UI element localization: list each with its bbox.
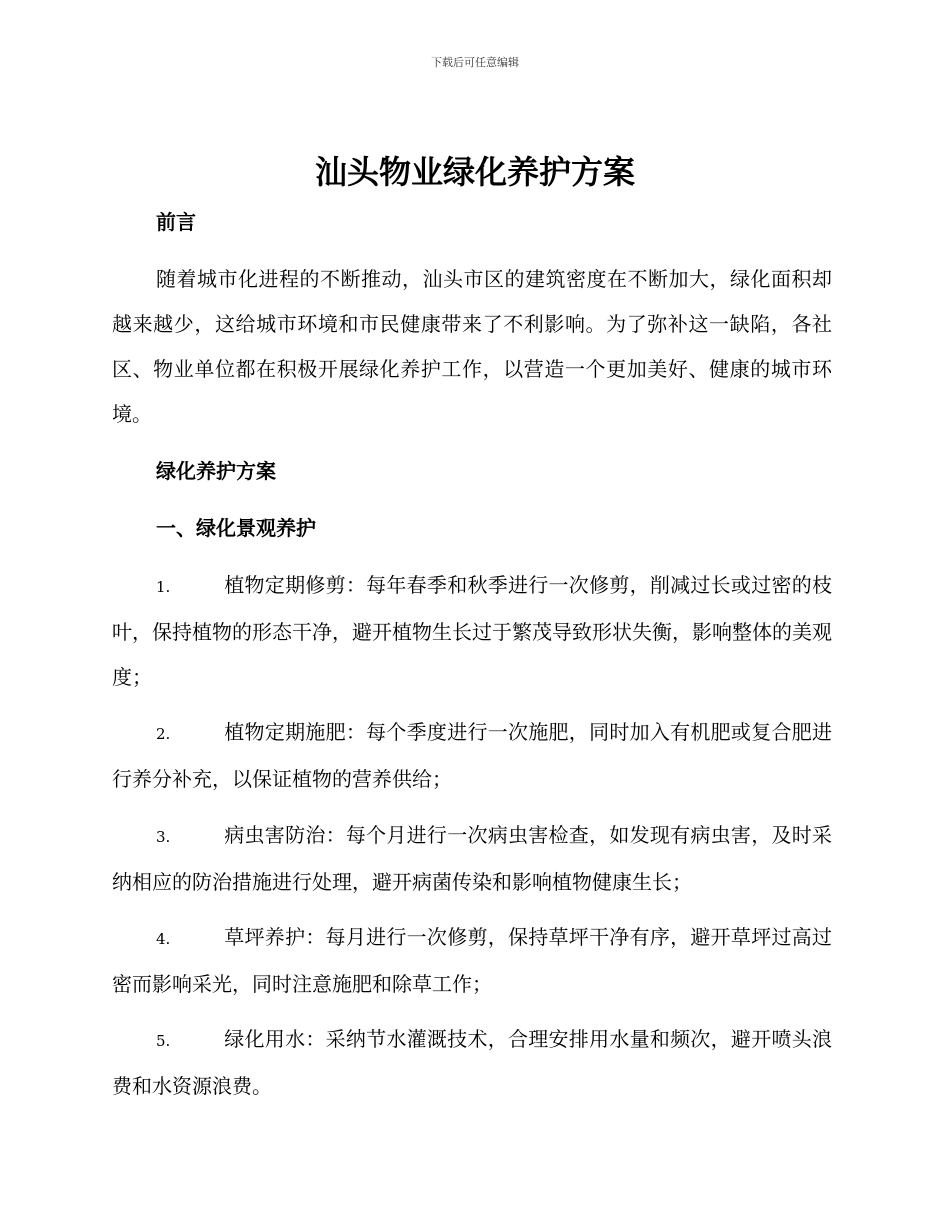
list-item-number: 2. bbox=[156, 725, 171, 743]
section-heading: 一、绿化景观养护 bbox=[156, 516, 316, 540]
preface-paragraph: 随着城市化进程的不断推动，汕头市区的建筑密度在不断加大，绿化面积却越来越少，这给城市环境和市民健康带来了不利影响。为了弥补这一缺陷，各社区、物业单位都在积极开展绿化养护工作，以营造一个更加美好、健康的城市环境。 bbox=[112, 267, 832, 426]
plan-heading: 绿化养护方案 bbox=[156, 459, 276, 483]
list-item bbox=[112, 915, 832, 1007]
list-item-number: 5. bbox=[156, 1032, 171, 1050]
list-item-number: 1. bbox=[156, 578, 171, 596]
list-item-text: 草坪养护：每月进行一次修剪，保持草坪干净有序，避开草坪过高过密而影响采光，同时注意施肥和除草工作； bbox=[112, 925, 832, 996]
document-title: 汕头物业绿化养护方案 bbox=[314, 153, 635, 191]
list-item bbox=[112, 563, 832, 700]
preface-heading: 前言 bbox=[156, 210, 196, 234]
list-item-text: 植物定期修剪：每年春季和秋季进行一次修剪，削减过长或过密的枝叶，保持植物的形态干净，避开植物生长过于繁茂导致形状失衡，影响整体的美观度； bbox=[112, 573, 832, 689]
list-item-number: 4. bbox=[156, 930, 171, 948]
list-item-text: 植物定期施肥：每个季度进行一次施肥，同时加入有机肥或复合肥进行养分补充，以保证植物的营养供给； bbox=[112, 720, 832, 791]
list-item-text: 绿化用水：采纳节水灌溉技术，合理安排用水量和频次，避开喷头浪费和水资源浪费。 bbox=[112, 1027, 832, 1098]
list-item bbox=[112, 1017, 832, 1109]
list-item-text: 病虫害防治：每个月进行一次病虫害检查，如发现有病虫害，及时采纳相应的防治措施进行处理，避开病菌传染和影响植物健康生长； bbox=[112, 823, 832, 894]
list-item bbox=[112, 710, 832, 802]
list-item-number: 3. bbox=[156, 828, 171, 846]
list-item bbox=[112, 813, 832, 905]
header-note: 下载后可任意编辑 bbox=[431, 56, 519, 69]
